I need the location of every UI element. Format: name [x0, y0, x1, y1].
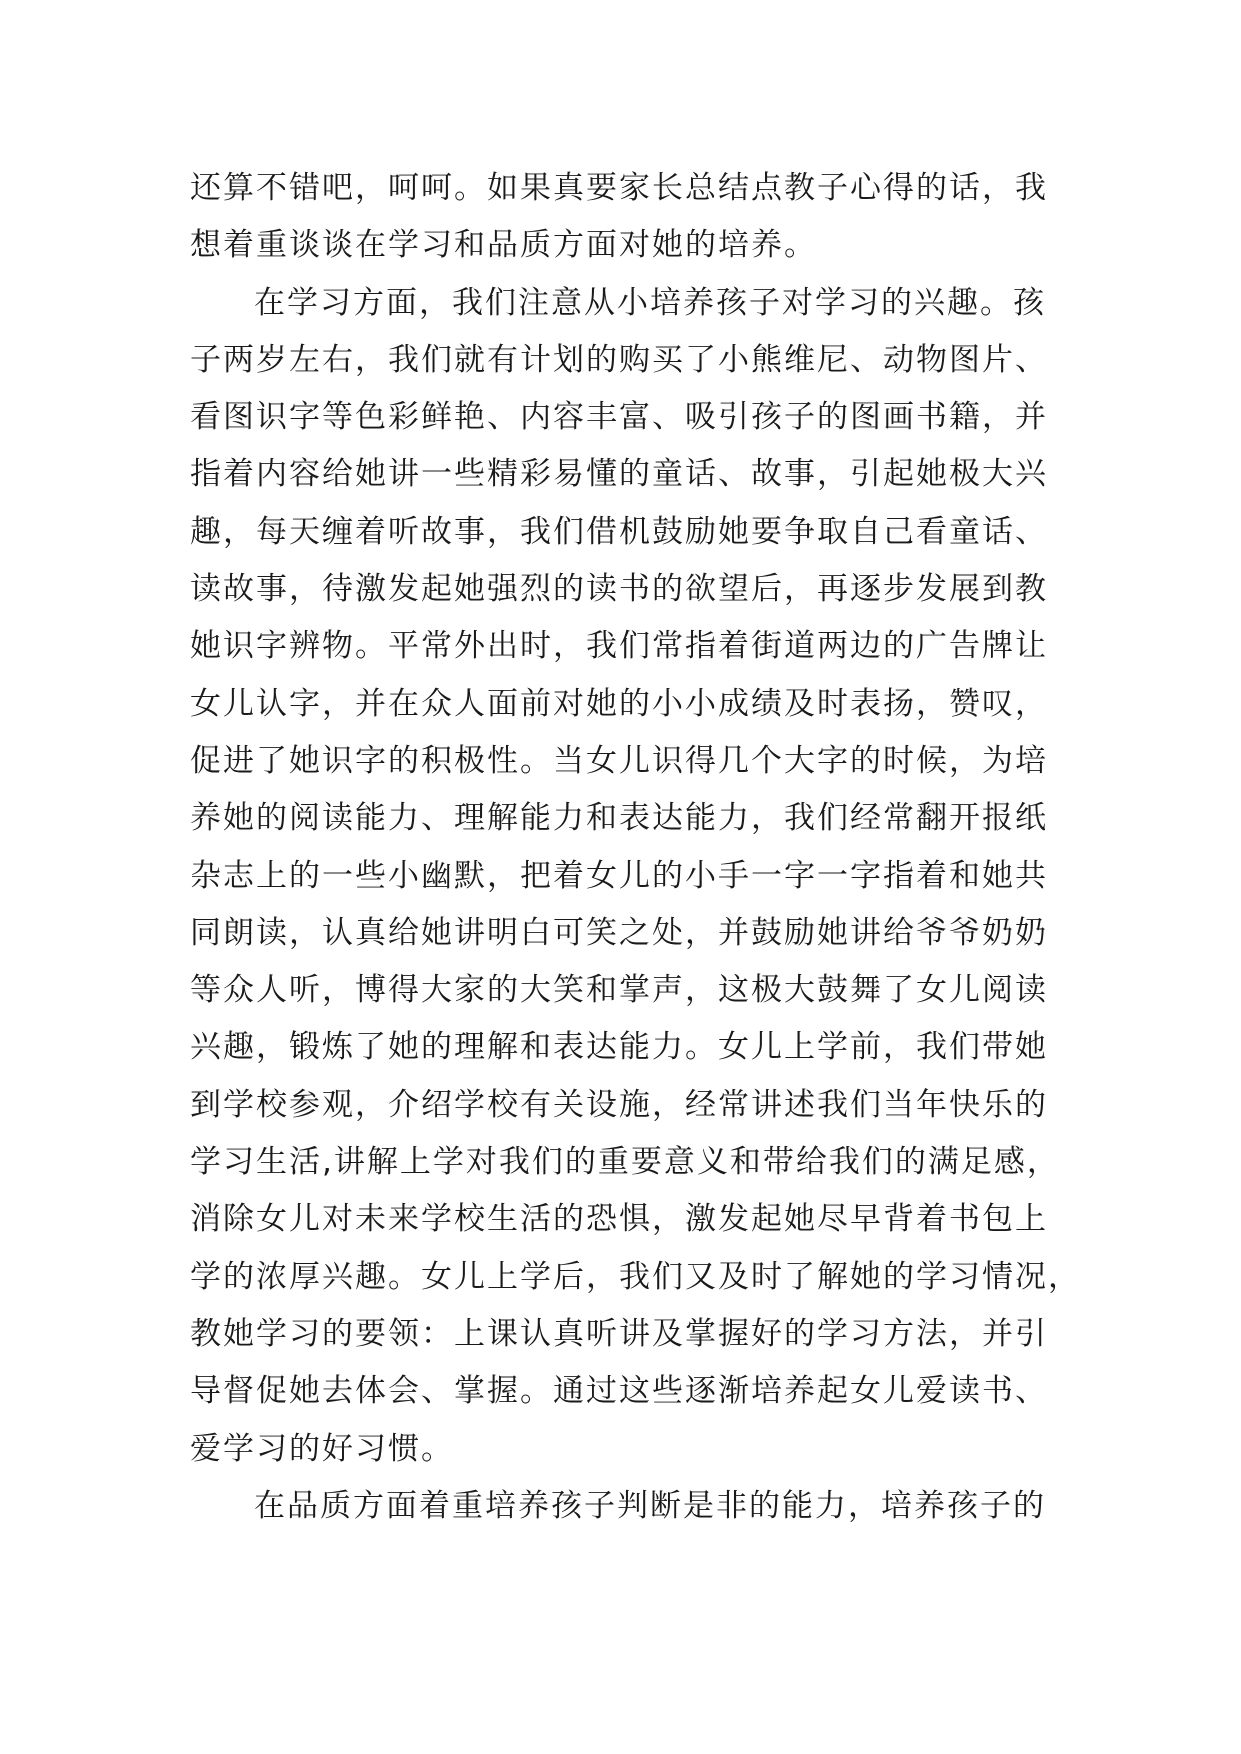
text-line: 促进了她识字的积极性。当女儿识得几个大字的时候，为培 [190, 742, 1048, 779]
text-line: 养她的阅读能力、理解能力和表达能力，我们经常翻开报纸 [190, 800, 1048, 837]
text-line: 趣，每天缠着听故事，我们借机鼓励她要争取自己看童话、 [190, 513, 1048, 550]
text-line: 导督促她去体会、掌握。通过这些逐渐培养起女儿爱读书、 [190, 1373, 1048, 1410]
text-line: 女儿认字，并在众人面前对她的小小成绩及时表扬，赞叹， [190, 685, 1048, 722]
text-line: 到学校参观，介绍学校有关设施，经常讲述我们当年快乐的 [190, 1086, 1048, 1123]
text-line: 同朗读，认真给她讲明白可笑之处，并鼓励她讲给爷爷奶奶 [190, 914, 1048, 951]
text-line: 在品质方面着重培养孩子判断是非的能力，培养孩子的 [254, 1487, 1046, 1524]
text-line: 兴趣，锻炼了她的理解和表达能力。女儿上学前，我们带她 [190, 1029, 1048, 1066]
text-line: 学习生活,讲解上学对我们的重要意义和带给我们的满足感， [190, 1144, 1060, 1181]
text-line: 教她学习的要领：上课认真听讲及掌握好的学习方法，并引 [190, 1315, 1048, 1352]
text-line: 子两岁左右，我们就有计划的购买了小熊维尼、动物图片、 [190, 341, 1048, 378]
body-text [190, 160, 1090, 1535]
text-line: 在学习方面，我们注意从小培养孩子对学习的兴趣。孩 [254, 284, 1046, 321]
text-line: 还算不错吧，呵呵。如果真要家长总结点教子心得的话，我 [190, 170, 1048, 206]
text-line: 等众人听，博得大家的大笑和掌声，这极大鼓舞了女儿阅读 [190, 972, 1048, 1009]
text-line: 指着内容给她讲一些精彩易懂的童话、故事，引起她极大兴 [190, 456, 1048, 493]
text-line: 她识字辨物。平常外出时，我们常指着街道两边的广告牌让 [190, 628, 1048, 665]
text-line: 学的浓厚兴趣。女儿上学后，我们又及时了解她的学习情况， [190, 1258, 1081, 1295]
text-line: 看图识字等色彩鲜艳、内容丰富、吸引孩子的图画书籍，并 [190, 399, 1048, 436]
text-line: 想着重谈谈在学习和品质方面对她的培养。 [190, 227, 817, 264]
text-line: 杂志上的一些小幽默，把着女儿的小手一字一字指着和她共 [190, 857, 1048, 894]
text-line: 消除女儿对未来学校生活的恐惧，激发起她尽早背着书包上 [190, 1201, 1048, 1238]
text-line: 读故事，待激发起她强烈的读书的欲望后，再逐步发展到教 [190, 571, 1048, 608]
text-line: 爱学习的好习惯。 [190, 1430, 454, 1467]
